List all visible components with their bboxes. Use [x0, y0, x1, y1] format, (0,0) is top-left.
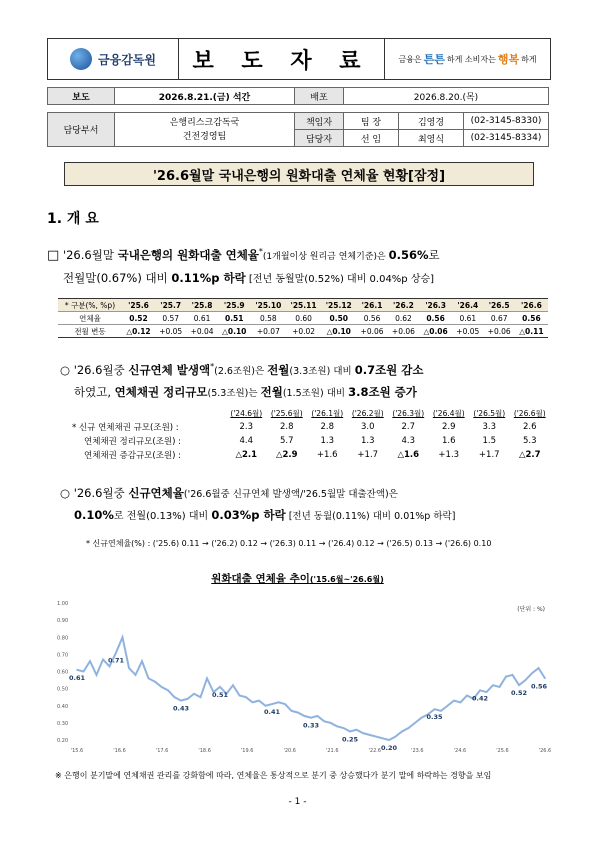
data-point	[265, 705, 267, 707]
data-point	[414, 722, 416, 724]
dept-label: 담당부서	[48, 113, 115, 147]
y-tick-label: 0.20	[57, 738, 69, 744]
contact-role: 담당자	[295, 130, 344, 147]
text: (5.3조원)는	[207, 387, 261, 399]
data-point	[284, 703, 286, 705]
data-point	[336, 726, 338, 728]
slogan	[385, 39, 550, 79]
data-point	[330, 722, 332, 724]
amount-cell: △2.9	[275, 450, 298, 460]
data-point	[252, 702, 254, 704]
data-label: 0.51	[211, 690, 229, 699]
amount-cell: 2.8	[320, 422, 335, 432]
data-point	[434, 708, 436, 710]
data-point	[96, 674, 98, 676]
x-tick-label: '16.6	[113, 748, 126, 754]
emphasis: 전월	[267, 362, 290, 377]
amount-cell: △2.1	[235, 450, 258, 460]
data-point	[278, 702, 280, 704]
emphasis: 신규연체율	[128, 486, 184, 500]
amount-cell: △2.7	[518, 450, 541, 460]
x-tick-label: '22.6	[368, 748, 382, 754]
text: [전년 동월(0.11%) 대비 0.01%p 하락]	[285, 511, 456, 522]
text: '26.6월중	[73, 362, 129, 377]
change-cell: +0.07	[251, 325, 286, 338]
text: 로	[428, 247, 440, 262]
rate-cell: 0.57	[155, 312, 186, 325]
data-point	[369, 734, 371, 736]
data-point	[466, 695, 468, 697]
release-date: 2026.8.21.(금) 석간	[115, 88, 295, 105]
change-cell: +0.06	[388, 325, 419, 338]
data-point	[135, 674, 137, 676]
amount-cell: +1.3	[438, 450, 460, 460]
rate-cell: 0.60	[286, 312, 321, 325]
row-label: 연체채권 증감규모(조원) :	[84, 451, 182, 461]
contact-table	[47, 112, 549, 147]
change-cell: △0.10	[218, 325, 251, 338]
month-header: '26.6	[515, 299, 548, 312]
y-tick-label: 0.60	[57, 669, 69, 676]
month-header: '25.11	[286, 299, 321, 312]
month-header: ('24.6월)	[230, 408, 263, 418]
data-point	[499, 686, 501, 688]
data-point	[291, 710, 293, 712]
amount-cell: 4.3	[401, 436, 416, 446]
data-label: 0.71	[107, 656, 125, 665]
x-tick-label: '26.6	[538, 748, 552, 754]
amount-cell: +1.7	[357, 450, 379, 460]
data-point	[200, 696, 202, 698]
data-point	[323, 720, 325, 722]
month-header: ('26.4월)	[432, 408, 465, 418]
text: [전년 동월말(0.52%) 대비 0.04%p 상승]	[245, 273, 435, 285]
footnote-mark: *	[210, 362, 215, 371]
contact-phone: (02-3145-8334)	[464, 130, 549, 147]
text: (2.6조원)은	[214, 365, 268, 377]
new-rate-note: * 신규연체율(%) : ('25.6) 0.11 → ('26.2) 0.12 → ('26.3) 0.11 → ('26.4) 0.12 → ('26.5) 0.13 → ('26.6) 0.10	[86, 539, 492, 548]
data-point	[479, 690, 481, 692]
data-point	[297, 712, 299, 714]
data-point	[128, 667, 130, 669]
data-point	[174, 696, 176, 698]
row-label	[72, 420, 226, 434]
slogan-text: 금융은	[398, 54, 422, 64]
data-point	[538, 667, 540, 669]
distribution-date: 2026.8.20.(목)	[344, 88, 549, 105]
data-point	[518, 684, 520, 686]
text: '26.6월중	[73, 486, 129, 500]
amount-cell: +1.6	[316, 450, 338, 460]
month-header: '26.2	[388, 299, 419, 312]
slogan-text: 하게 소비자는	[446, 54, 496, 64]
change-cell: △0.12	[122, 325, 155, 338]
data-point	[206, 678, 208, 680]
summary-paragraph-1	[47, 241, 552, 290]
chart-title	[0, 571, 595, 586]
change-cell: +0.04	[186, 325, 217, 338]
emphasis: 0.7조원 감소	[354, 362, 424, 377]
data-point	[375, 736, 377, 738]
x-tick-label: '21.6	[326, 748, 339, 754]
contact-phone: (02-3145-8330)	[464, 113, 549, 130]
change-cell: +0.05	[155, 325, 186, 338]
month-header: ('26.3월)	[392, 408, 425, 418]
change-cell: +0.02	[286, 325, 321, 338]
row-label: 연체율	[58, 312, 122, 325]
amount-cell: 1.5	[482, 436, 497, 446]
slogan-highlight: 행복	[497, 53, 520, 66]
press-header	[47, 38, 551, 80]
month-header: '25.10	[251, 299, 286, 312]
amount-cell: 5.3	[522, 436, 537, 446]
emphasis: 0.03%p 하락	[211, 508, 286, 522]
header-label: 구분(%, %p)	[71, 300, 116, 310]
month-header: '26.3	[419, 299, 452, 312]
x-tick-label: '25.6	[496, 748, 509, 754]
emphasis: 3.8조원 증가	[348, 384, 417, 399]
amount-cell: 2.6	[522, 422, 537, 432]
month-header: '25.8	[186, 299, 217, 312]
data-point	[83, 671, 85, 673]
x-tick-label: '18.6	[198, 748, 211, 754]
data-point	[317, 715, 319, 717]
release-table	[47, 87, 549, 105]
row-label-text: 신규 연체채권 규모(조원) :	[78, 423, 179, 433]
data-point	[258, 700, 260, 702]
month-header: '25.12	[321, 299, 356, 312]
data-point	[440, 710, 442, 712]
data-point	[219, 686, 221, 688]
data-label: 0.41	[263, 708, 281, 717]
data-point	[362, 732, 364, 734]
emphasis: 국내은행의 원화대출 연체율	[117, 247, 259, 262]
y-tick-label: 0.90	[57, 618, 69, 625]
data-label: 0.43	[172, 704, 190, 713]
chart-subtitle: ('15.6월~'26.6월)	[309, 575, 384, 584]
data-label: 0.35	[426, 713, 443, 722]
slogan-highlight: 튼튼	[423, 53, 445, 66]
data-label: 0.33	[302, 721, 320, 730]
chart-title-text: 원화대출 연체율 추이	[211, 573, 310, 585]
rate-cell: 0.56	[515, 312, 548, 325]
emphasis: 연체채권 정리규모	[114, 384, 208, 399]
x-tick-label: '24.6	[453, 748, 467, 754]
data-label: 0.61	[68, 673, 86, 682]
data-point	[447, 705, 449, 707]
text: 하였고,	[74, 384, 115, 399]
circle-bullet: ○	[60, 362, 71, 377]
text: 전월말(0.67%) 대비	[63, 270, 172, 285]
x-tick-label: '15.6	[70, 748, 84, 754]
data-point	[460, 702, 462, 704]
amount-cell: 2.8	[279, 422, 294, 432]
box-bullet: □	[47, 247, 60, 263]
delinquent-amount-table	[72, 406, 550, 462]
footnote-mark: *	[72, 423, 77, 433]
data-point	[187, 698, 189, 700]
dept-name-2: 건전경영팀	[182, 131, 227, 142]
rate-cell: 0.61	[186, 312, 217, 325]
data-point	[122, 636, 124, 638]
data-point	[167, 690, 169, 692]
month-header: '26.1	[356, 299, 387, 312]
amount-cell: 2.3	[239, 422, 254, 432]
data-point	[109, 666, 111, 668]
data-point	[193, 693, 195, 695]
change-cell: +0.06	[356, 325, 387, 338]
row-label: 전월 변동	[58, 325, 122, 338]
data-point	[154, 681, 156, 683]
contact-title: 팀 장	[344, 113, 399, 130]
x-tick-label: '19.6	[240, 748, 254, 754]
emphasis: 전월	[260, 384, 283, 399]
contact-title: 선 임	[344, 130, 399, 147]
change-cell: △0.11	[515, 325, 548, 338]
footnote-mark: *	[64, 300, 69, 310]
x-tick-label: '20.6	[283, 748, 296, 754]
data-point	[245, 696, 247, 698]
data-point	[544, 678, 546, 680]
delinquency-line-chart	[55, 595, 553, 765]
data-point	[115, 652, 117, 654]
y-tick-label: 0.70	[57, 652, 69, 659]
data-point	[388, 739, 390, 741]
headline: '26.6월말 국내은행의 원화대출 연체율 현황[잠정]	[64, 162, 534, 186]
data-point	[76, 669, 78, 671]
rate-table-header	[58, 299, 122, 312]
data-point	[349, 731, 351, 733]
emphasis: 신규연체 발생액	[128, 362, 211, 377]
amount-cell: 1.6	[441, 436, 456, 446]
contact-name: 최영식	[399, 130, 464, 147]
emphasis: 0.10%	[74, 508, 114, 522]
data-point	[343, 727, 345, 729]
data-label: 0.25	[341, 735, 359, 744]
data-point	[512, 674, 514, 676]
month-header: '26.5	[483, 299, 514, 312]
summary-paragraph-2	[60, 356, 552, 404]
text: 로 전월(0.13%) 대비	[113, 511, 212, 522]
amount-cell: 1.3	[360, 436, 375, 446]
footnote: ※ 은행이 분기말에 연체채권 관리를 강화함에 따라, 연체율은 통상적으로 분기 중 상승했다가 분기 말에 하락하는 경향을 보임	[55, 771, 492, 780]
month-header: '25.9	[218, 299, 251, 312]
rate-cell: 0.56	[356, 312, 387, 325]
dept-name	[115, 113, 295, 147]
text: (1개월이상 원리금 연체기준)은	[262, 251, 389, 262]
data-label: 0.20	[380, 744, 398, 752]
y-tick-label: 0.40	[57, 703, 69, 710]
month-header: ('25.6월)	[270, 408, 303, 418]
amount-cell: 4.4	[239, 436, 254, 446]
org-name: 금융감독원	[98, 52, 156, 67]
y-tick-label: 0.30	[57, 720, 69, 727]
text: ('26.6월중 신규연체 발생액/'26.5월말 대출잔액)은	[183, 489, 398, 500]
data-label: 0.52	[510, 689, 528, 698]
contact-role: 책임자	[295, 113, 344, 130]
data-point	[525, 679, 527, 681]
amount-cell: 3.3	[482, 422, 497, 432]
data-point	[531, 672, 533, 674]
rate-cell: 0.62	[388, 312, 419, 325]
data-point	[453, 700, 455, 702]
data-label: 0.42	[471, 694, 489, 703]
month-header: ('26.5월)	[473, 408, 506, 418]
data-point	[486, 691, 488, 693]
month-header: ('26.6월)	[513, 408, 546, 418]
amount-cell: 1.3	[320, 436, 335, 446]
amount-cell: 5.7	[279, 436, 294, 446]
rate-cell: 0.61	[452, 312, 483, 325]
amount-cell: +1.7	[478, 450, 500, 460]
y-tick-label: 0.80	[57, 635, 69, 642]
slogan-text: 하게	[521, 54, 537, 64]
rate-cell: 0.56	[419, 312, 452, 325]
data-point	[356, 729, 358, 731]
data-point	[492, 684, 494, 686]
rate-cell: 0.50	[321, 312, 356, 325]
footnote-mark: *	[258, 247, 263, 256]
globe-logo-icon	[70, 48, 92, 70]
section-title: 1. 개 요	[47, 211, 99, 227]
fss-logo	[48, 39, 179, 79]
rate-cell: 0.52	[122, 312, 155, 325]
data-point	[239, 695, 241, 697]
emphasis: 0.11%p 하락	[171, 270, 246, 285]
release-label: 보도	[48, 88, 115, 105]
data-point	[304, 715, 306, 717]
rate-cell: 0.58	[251, 312, 286, 325]
delinquency-rate-table	[58, 298, 548, 338]
text: '26.6월말	[62, 247, 118, 262]
data-point	[395, 736, 397, 738]
amount-cell: △1.6	[397, 450, 420, 460]
press-title: 보 도 자 료	[179, 39, 385, 79]
month-header: ('26.1월)	[311, 408, 344, 418]
data-point	[141, 660, 143, 662]
month-header: '25.7	[155, 299, 186, 312]
amount-cell: 3.0	[360, 422, 375, 432]
amount-cell: 2.7	[401, 422, 416, 432]
month-header: '25.6	[122, 299, 155, 312]
amount-cell: 2.9	[441, 422, 456, 432]
data-point	[401, 731, 403, 733]
month-header: '26.4	[452, 299, 483, 312]
data-point	[310, 717, 312, 719]
rate-cell: 0.51	[218, 312, 251, 325]
data-point	[161, 686, 163, 688]
x-tick-label: '23.6	[411, 748, 424, 754]
emphasis: 0.56%	[388, 247, 429, 262]
data-point	[408, 727, 410, 729]
data-point	[505, 676, 507, 678]
data-point	[271, 703, 273, 705]
dept-name-1: 은행리스크감독국	[169, 117, 240, 128]
text: (3.3조원) 대비	[289, 365, 355, 377]
y-tick-label: 0.50	[57, 686, 69, 693]
data-point	[382, 737, 384, 739]
contact-name: 김영경	[399, 113, 464, 130]
circle-bullet: ○	[60, 486, 71, 500]
change-cell: +0.05	[452, 325, 483, 338]
distribution-label: 배포	[295, 88, 344, 105]
data-point	[180, 700, 182, 702]
change-cell: △0.06	[419, 325, 452, 338]
data-point	[232, 684, 234, 686]
data-point	[89, 660, 91, 662]
unit-label: (단위 : %)	[517, 606, 545, 613]
x-tick-label: '17.6	[155, 748, 169, 754]
rate-cell: 0.67	[483, 312, 514, 325]
change-cell: △0.10	[321, 325, 356, 338]
month-header: ('26.2월)	[351, 408, 384, 418]
y-tick-label: 1.00	[57, 601, 69, 607]
data-point	[148, 678, 150, 680]
blank-header	[72, 406, 226, 420]
data-point	[102, 659, 104, 661]
page-number: - 1 -	[288, 797, 307, 807]
data-label: 0.56	[530, 682, 548, 691]
text: (1.5조원) 대비	[282, 387, 349, 399]
row-label: 연체채권 정리규모(조원) :	[84, 437, 182, 447]
data-point	[421, 717, 423, 719]
summary-paragraph-3	[60, 483, 552, 527]
change-cell: +0.06	[483, 325, 514, 338]
